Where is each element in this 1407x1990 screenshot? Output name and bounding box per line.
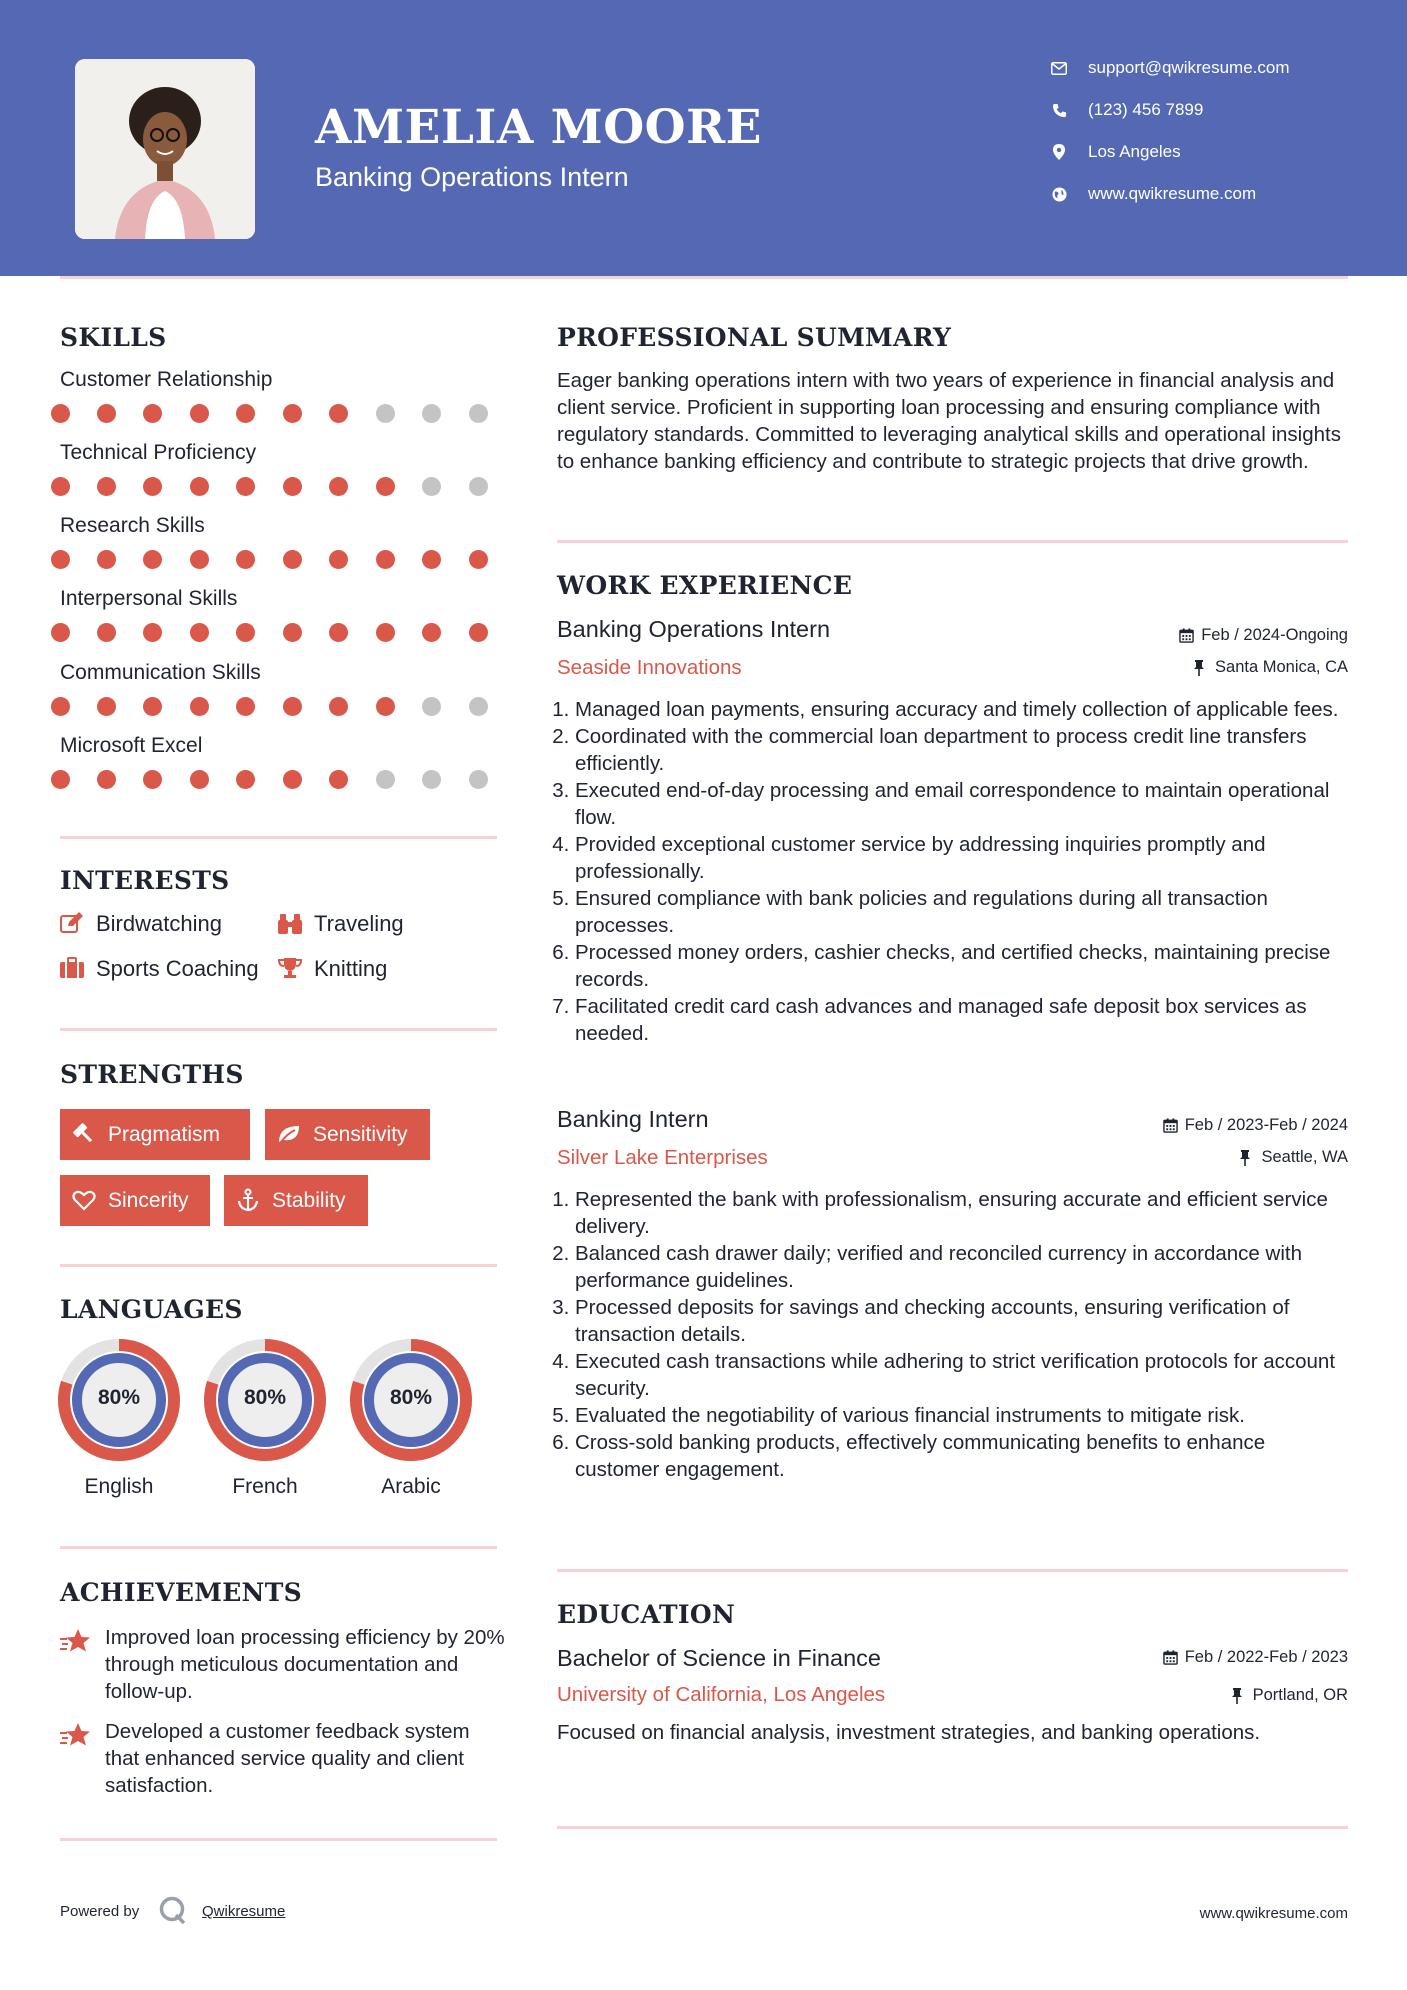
star-icon [60,1722,92,1750]
language-percent: 80% [97,1386,141,1409]
candidate-title: Banking Operations Intern [315,162,629,192]
pencil-icon [60,912,84,936]
interest-item [278,911,404,937]
job-bullet-list [557,1186,1347,1483]
interests-heading: INTERESTS [60,866,230,895]
contact-email-text: support@qwikresume.com [1088,58,1290,77]
skill-dot-filled [283,770,302,789]
skill-label: Interpersonal Skills [60,587,238,610]
globe-icon [1050,185,1068,203]
divider [60,836,497,839]
job-bullet: 6. Cross-sold banking products, effectively communicating benefits to enhance customer engagement. [575,1429,1347,1483]
divider [557,1569,1348,1572]
skills-heading: SKILLS [60,323,167,352]
strength-label: Stability [272,1188,346,1212]
briefcase-icon [60,957,84,981]
skill-dot-filled [143,697,162,716]
interest-label: Traveling [314,911,404,936]
heart-icon [72,1188,98,1214]
contact-website[interactable] [1050,184,1256,204]
education-location [1231,1686,1348,1705]
skill-dot-filled [51,550,70,569]
education-dates-text: Feb / 2022-Feb / 2023 [1184,1648,1348,1666]
interest-label: Knitting [314,956,388,981]
leaf-icon [277,1122,303,1148]
skill-dot-filled [97,623,116,642]
job-bullet: 3. Processed deposits for savings and checking accounts, ensuring verification of transaction details. [575,1294,1347,1348]
contact-email[interactable] [1050,58,1290,78]
interest-item [60,956,259,982]
skill-label: Technical Proficiency [60,441,257,464]
language-label: French [232,1475,298,1498]
contact-location [1050,142,1181,162]
language-label: English [84,1475,154,1498]
skill-dot-filled [143,623,162,642]
interest-label: Birdwatching [96,911,222,936]
job-bullet: 4. Provided exceptional customer service by addressing inquiries promptly and professionally. [575,831,1347,885]
skill-dot-filled [97,550,116,569]
job-bullet: 2. Balanced cash drawer daily; verified and reconciled currency in accordance with performance guidelines. [575,1240,1347,1294]
job-bullet: 5. Evaluated the negotiability of various financial instruments to mitigate risk. [575,1402,1347,1429]
strength-badge [60,1175,210,1226]
strength-badge [60,1109,250,1160]
binoculars-icon [278,912,302,936]
calendar-icon [1163,1118,1179,1134]
skill-dot-filled [190,404,209,423]
location-pin-icon [1050,143,1068,161]
job-bullet: 7. Facilitated credit card cash advances and managed safe deposit box services as needed. [575,993,1347,1047]
skill-dot-filled [283,697,302,716]
phone-icon [1050,101,1068,119]
job-bullet: 3. Executed end-of-day processing and email correspondence to maintain operational flow. [575,777,1347,831]
footer-brand-link[interactable]: Qwikresume [202,1903,286,1920]
calendar-icon [1179,628,1195,644]
job-bullet: 1. Managed loan payments, ensuring accuracy and timely collection of applicable fees. [575,696,1347,723]
skill-dot-filled [422,550,441,569]
pushpin-icon [1231,1688,1247,1704]
job-title: Banking Intern [557,1106,709,1132]
job-location [1193,658,1348,677]
education-description: Focused on financial analysis, investment strategies, and banking operations. [557,1721,1261,1744]
skill-dot-empty [376,770,395,789]
education-location-text: Portland, OR [1252,1686,1348,1704]
footer-powered-by: Powered by [60,1903,140,1920]
company-name: Seaside Innovations [557,656,742,679]
strength-label: Pragmatism [108,1122,221,1146]
skill-dot-filled [236,623,255,642]
skill-dot-filled [51,404,70,423]
divider [60,1546,497,1549]
skill-dot-filled [329,550,348,569]
summary-text: Eager banking operations intern with two years of experience in financial analysis and client service. Proficient in supporting loan processing and ensuring compliance with regulatory standards. Committed to leveraging analytical skills and operational insights to enhance banking efficiency and contribute to strategic projects that drive growth. [557,369,1341,473]
header-divider [60,276,1348,279]
interest-item [60,911,222,937]
job-bullet: 2. Coordinated with the commercial loan department to process credit line transfers efficiently. [575,723,1347,777]
skill-label: Microsoft Excel [60,734,203,757]
skill-dot-filled [190,477,209,496]
skill-dot-filled [51,623,70,642]
skill-dot-filled [376,623,395,642]
skill-dot-empty [469,770,488,789]
skill-dot-filled [51,477,70,496]
language-label: Arabic [381,1475,441,1498]
job-bullet: 6. Processed money orders, cashier checks, and certified checks, maintaining precise records. [575,939,1347,993]
skill-dot-filled [190,550,209,569]
skill-dot-empty [422,404,441,423]
skill-dot-empty [376,404,395,423]
skill-dot-empty [422,697,441,716]
strength-label: Sensitivity [313,1122,408,1146]
skill-dot-filled [329,477,348,496]
skill-dot-filled [97,770,116,789]
interest-item [278,956,387,982]
school-name: University of California, Los Angeles [557,1683,886,1706]
skill-dot-filled [469,550,488,569]
skill-dot-filled [97,697,116,716]
skill-dot-empty [469,477,488,496]
strength-badge [265,1109,430,1160]
skill-dot-filled [376,697,395,716]
skill-dot-filled [329,404,348,423]
gavel-icon [72,1122,98,1148]
contact-location-text: Los Angeles [1088,142,1181,161]
skill-dot-filled [469,623,488,642]
skill-dot-filled [329,770,348,789]
skill-dot-filled [422,623,441,642]
anchor-icon [236,1188,262,1214]
skill-dot-filled [283,550,302,569]
skill-label: Research Skills [60,514,205,537]
pushpin-icon [1193,660,1209,676]
job-dates-text: Feb / 2024-Ongoing [1201,626,1348,644]
job-location-text: Santa Monica, CA [1215,658,1348,676]
skill-dot-filled [143,550,162,569]
skill-dot-filled [190,623,209,642]
divider [60,1028,497,1031]
pushpin-icon [1239,1150,1255,1166]
skill-dot-filled [283,623,302,642]
skill-dot-filled [236,404,255,423]
language-percent: 80% [389,1386,433,1409]
contact-phone[interactable] [1050,100,1203,120]
contact-phone-text: (123) 456 7899 [1088,100,1204,119]
achievement-text: Developed a customer feedback system that enhanced service quality and client satisfaction. [105,1720,470,1797]
skill-dot-filled [97,404,116,423]
divider [557,1826,1348,1829]
skill-dot-filled [283,477,302,496]
job-dates-text: Feb / 2023-Feb / 2024 [1184,1116,1348,1134]
header-banner [0,0,1407,276]
skill-dot-empty [469,404,488,423]
skill-dot-filled [236,770,255,789]
skill-dot-filled [143,477,162,496]
divider [557,540,1348,543]
contact-website-text: www.qwikresume.com [1088,184,1257,203]
degree-title: Bachelor of Science in Finance [557,1645,881,1671]
summary-heading: PROFESSIONAL SUMMARY [557,323,952,352]
skill-dot-empty [422,770,441,789]
job-bullet: 4. Executed cash transactions while adhering to strict verification protocols for account security. [575,1348,1347,1402]
strength-badge [224,1175,368,1226]
skill-dot-filled [143,404,162,423]
languages-heading: LANGUAGES [60,1295,243,1324]
qwikresume-logo-icon [158,1895,188,1925]
footer-url[interactable]: www.qwikresume.com [1199,1905,1348,1922]
skill-dot-filled [97,477,116,496]
job-location-text: Seattle, WA [1261,1148,1348,1166]
skill-dot-empty [422,477,441,496]
job-bullet-list [557,696,1347,1047]
skill-dot-filled [283,404,302,423]
skill-dot-filled [190,770,209,789]
skill-label: Customer Relationship [60,368,273,391]
skill-dot-empty [469,697,488,716]
company-name: Silver Lake Enterprises [557,1146,768,1169]
skill-dot-filled [236,697,255,716]
skill-dot-filled [329,697,348,716]
strengths-heading: STRENGTHS [60,1060,244,1089]
skill-dot-filled [51,697,70,716]
job-title: Banking Operations Intern [557,616,831,642]
skill-dot-filled [329,623,348,642]
job-dates [1179,626,1348,645]
achievement-text: Improved loan processing efficiency by 20% through meticulous documentation and follow-up. [105,1626,505,1703]
divider [60,1838,497,1841]
skill-dot-filled [190,697,209,716]
strength-label: Sincerity [108,1188,189,1212]
candidate-name: AMELIA MOORE [315,100,762,155]
skill-dot-filled [236,550,255,569]
skill-dot-filled [51,770,70,789]
skill-dot-filled [236,477,255,496]
skill-dot-filled [376,477,395,496]
job-location [1239,1148,1348,1167]
envelope-icon [1050,59,1068,77]
education-dates [1163,1648,1348,1667]
work-heading: WORK EXPERIENCE [557,571,853,600]
star-icon [60,1628,92,1656]
job-bullet: 1. Represented the bank with professionalism, ensuring accurate and efficient service delivery. [575,1186,1347,1240]
skill-dot-filled [376,550,395,569]
language-percent: 80% [243,1386,287,1409]
profile-photo [75,59,255,239]
skill-dot-filled [143,770,162,789]
job-bullet: 5. Ensured compliance with bank policies and regulations during all transaction processes. [575,885,1347,939]
job-dates [1163,1116,1348,1135]
education-heading: EDUCATION [557,1600,736,1629]
achievements-heading: ACHIEVEMENTS [60,1578,302,1607]
skill-label: Communication Skills [60,661,261,684]
divider [60,1264,497,1267]
trophy-icon [278,957,302,981]
interest-label: Sports Coaching [96,956,259,981]
calendar-icon [1163,1650,1179,1666]
